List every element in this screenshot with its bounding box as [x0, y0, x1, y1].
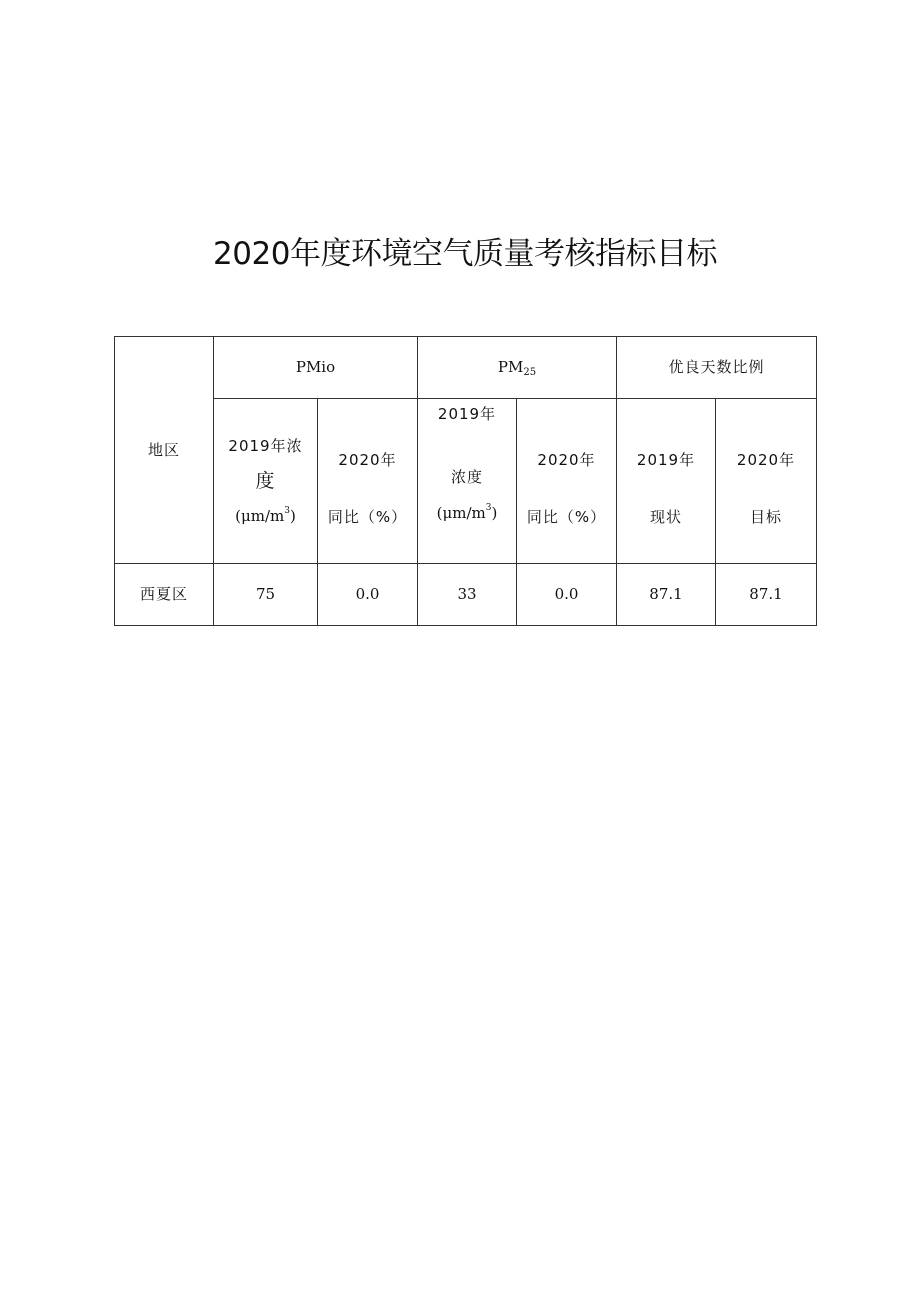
- pm10-yoy-cell: 0.0: [318, 564, 418, 626]
- pm25-2019-cell: 33: [418, 564, 517, 626]
- pm25-conc-line2: 浓度: [450, 468, 483, 486]
- pm10-conc-unit: [235, 505, 296, 525]
- pm10-yoy-header: [318, 399, 418, 564]
- sub-header-row: [115, 399, 817, 564]
- pm10-conc-line2: 度: [255, 469, 276, 492]
- pm25-conc-line1: 2019年: [437, 405, 497, 423]
- pm10-unit-text: (μm∕m: [235, 506, 285, 525]
- pm10-label: PMio: [295, 358, 336, 376]
- pm10-unit-close: ): [289, 506, 296, 525]
- pm10-unit-sup: 3: [284, 505, 290, 516]
- good-2020-line2: 目标: [750, 508, 783, 526]
- pm10-yoy-line1: 2020年: [338, 451, 397, 469]
- pm10-conc-line1: 2019年浓: [228, 436, 303, 455]
- pm25-group-header: [418, 337, 617, 399]
- table-row: [115, 564, 817, 626]
- good-days-group-header: 优良天数比例: [617, 337, 817, 399]
- pm10-2019-cell: 75: [214, 564, 318, 626]
- region-header: 地区: [115, 337, 214, 564]
- pm25-conc-header: [418, 399, 517, 564]
- pm25-unit-sup: 3: [485, 503, 492, 513]
- indicator-table: [114, 336, 817, 626]
- pm25-subscript: 25: [523, 367, 537, 378]
- pm25-conc-unit: [436, 503, 498, 522]
- good-2019-cell: 87.1: [617, 564, 716, 626]
- good-2019-line2: 现状: [649, 508, 682, 526]
- good-2020-header: [716, 399, 817, 564]
- pm25-unit-text: (μm∕m: [436, 504, 486, 522]
- good-2019-header: [617, 399, 716, 564]
- good-2020-line1: 2020年: [736, 451, 796, 469]
- pm25-label: PM: [497, 358, 524, 376]
- pm25-yoy-line1: 2020年: [537, 451, 596, 469]
- pm10-group-header: [214, 337, 418, 399]
- pm25-unit-close: ): [491, 504, 498, 522]
- group-header-row: [115, 337, 817, 399]
- good-2019-line1: 2019年: [636, 451, 696, 469]
- page-title: 2020年度环境空气质量考核指标目标: [213, 236, 717, 272]
- pm25-yoy-cell: 0.0: [517, 564, 617, 626]
- good-2020-cell: 87.1: [716, 564, 817, 626]
- pm10-conc-header: [214, 399, 318, 564]
- region-cell: 西夏区: [115, 564, 214, 626]
- pm25-yoy-line2: 同比（%）: [526, 508, 607, 526]
- pm25-yoy-header: [517, 399, 617, 564]
- pm10-yoy-line2: 同比（%）: [327, 508, 408, 526]
